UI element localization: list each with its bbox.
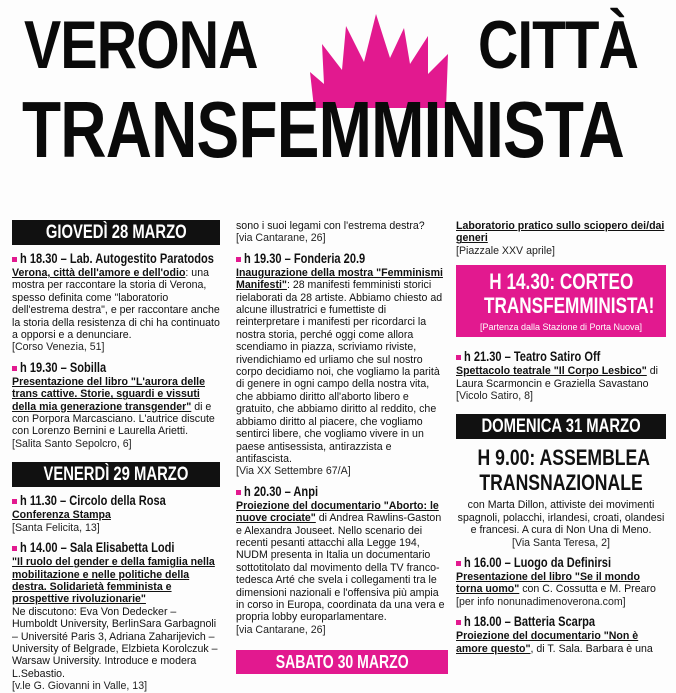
bullet-icon — [12, 499, 17, 504]
event-body: : 28 manifesti femministi storici rielaborati da 28 artiste. Abbiamo chiesto ad alcune illustratrici e fumettiste di reinterpretare i manifesti per ricordarci la nostra storia, perché oggi come allora scendiamo in piazza, scriviamo riviste, rivendichiamo ed urliamo che sul nostro corpo decidiamo noi, che vogliamo la parità di genere in ogni campo della nostra vita, che abbiamo diritto all'aborto libero e gratuito, che abbiamo diritto al reddito, che abbiamo diritto al piacere, che vogliamo sentirci libere, che vogliamo vivere in un paese antisessista, antirazzista e antifascista. — [236, 279, 443, 465]
assemblea-heading — [456, 445, 666, 495]
event-sala-lodi — [12, 540, 220, 692]
event-heading: h 11.30 – Circolo della Rosa — [20, 493, 166, 509]
corteo-line1: H 14.30: CORTEO — [488, 269, 633, 295]
event-title: Verona, città dell'amore e dell'odio — [12, 267, 186, 279]
bullet-icon — [12, 546, 17, 551]
event-heading: h 20.30 – Anpi — [244, 483, 319, 499]
bullet-icon — [12, 257, 17, 262]
event-lab-paratodos — [12, 251, 220, 354]
corteo-line2: TRANSFEMMINISTA! — [484, 293, 655, 319]
event-heading: h 16.00 – Luogo da Definirsi — [464, 555, 612, 571]
column-3 — [456, 220, 666, 655]
continued-text: sono i suoi legami con l'estrema destra? — [236, 220, 425, 232]
event-title: "Il ruolo del gender e della famiglia nella mobilitazione e nelle politiche della destra. Solidarietà femminista e prospettive rivoluzionarie" — [12, 556, 215, 606]
corteo-subtitle: [Partenza dalla Stazione di Porta Nuova] — [479, 322, 643, 333]
bullet-icon — [236, 490, 241, 495]
event-address: [Corso Venezia, 51] — [12, 341, 105, 354]
event-teatro-satiro — [456, 349, 666, 402]
event-address: [v.le G. Giovanni in Valle, 13] — [12, 680, 148, 693]
event-circolo-rosa — [12, 493, 220, 534]
title-citta: CITTÀ — [478, 7, 639, 83]
title-transfemminista: TRANSFEMMINISTA — [22, 85, 624, 174]
assemblea-body: con Marta Dillon, attiviste dei movimenti spagnoli, polacchi, irlandesi, croati, olandesi e francesi. A cura di Non Una di Meno. — [457, 499, 665, 537]
bullet-icon — [12, 366, 17, 371]
event-luogo-definirsi — [456, 555, 666, 608]
day-header-sunday: DOMENICA 31 MARZO — [456, 414, 666, 439]
event-sobilla — [12, 360, 220, 450]
bullet-icon — [456, 620, 461, 625]
event-title: Proiezione del documentario "Non è amore questo" — [456, 630, 639, 655]
title-verona: VERONA — [24, 7, 258, 83]
event-heading: h 19.30 – Fonderia 20.9 — [244, 250, 366, 266]
bullet-icon — [456, 561, 461, 566]
day-header-thursday: GIOVEDÌ 28 MARZO — [12, 220, 220, 245]
event-body: di e con Porpora Marcasciano. L'autrice discute con Lorenzo Bernini e Laurella Arietti. — [12, 400, 215, 438]
bullet-icon — [456, 355, 461, 360]
column-2 — [236, 220, 448, 674]
bullet-icon — [236, 257, 241, 262]
event-body: : una mostra per raccontare la storia di Verona, spesso definita come "laboratorio dell'estrema destra", e per raccontare anche la storia della resistenza di chi ha continuato a opporsi e a denunciare. — [12, 267, 220, 342]
column-1 — [12, 220, 220, 693]
event-address: [per info nonunadimenoverona.com] — [456, 595, 626, 608]
day-header-saturday: SABATO 30 MARZO — [236, 650, 448, 674]
corteo-banner — [456, 265, 666, 337]
assemblea-line2: TRANSNAZIONALE — [479, 470, 643, 496]
event-body: , di T. Sala. Barbara è una — [530, 642, 653, 655]
event-heading: h 21.30 – Teatro Satiro Off — [464, 349, 601, 365]
event-address: [Salita Santo Sepolcro, 6] — [12, 437, 132, 450]
event-anpi — [236, 484, 448, 636]
event-address: [via Cantarane, 26] — [236, 232, 326, 245]
event-title: Presentazione del libro "Se il mondo torna uomo" — [456, 571, 640, 596]
event-title: Spettacolo teatrale "Il Corpo Lesbico" — [456, 365, 647, 378]
event-batteria-scarpa — [456, 614, 666, 655]
assemblea-address: [Via Santa Teresa, 2] — [512, 536, 610, 549]
assemblea-line1: H 9.00: ASSEMBLEA — [477, 445, 651, 471]
event-address: [Vicolo Satiro, 8] — [456, 390, 533, 403]
event-title: Proiezione del documentario "Aborto: le nuove crociate" — [236, 499, 439, 525]
event-address: [Santa Felicita, 13] — [12, 521, 100, 534]
event-title: Presentazione del libro "L'aurora delle trans cattive. Storie, sguardi e vissuti della mia generazione transgender" — [12, 375, 205, 413]
day-header-friday: VENERDÌ 29 MARZO — [12, 462, 220, 487]
event-address: [Piazzale XXV aprile] — [456, 244, 555, 257]
event-title: Conferenza Stampa — [12, 509, 111, 522]
event-heading: h 18.00 – Batteria Scarpa — [464, 614, 596, 630]
event-heading: h 14.00 – Sala Elisabetta Lodi — [20, 540, 175, 556]
continued-title: Laboratorio pratico sullo sciopero dei/dai generi — [456, 220, 665, 245]
event-fonderia — [236, 251, 448, 478]
event-title: Inaugurazione della mostra "Femminismi Manifesti" — [236, 266, 443, 292]
event-body: Ne discutono: Eva Von Dedecker – Humboldt University, BerlinSara Garbagnoli – Université Paris 3, Adriana Zaharijevich – University of Belgrade, Elzbieta Korolczuk – Warsaw University. Introduce e modera L.Sebastio. — [12, 605, 218, 680]
event-heading: h 19.30 – Sobilla — [20, 359, 107, 375]
event-heading: h 18.30 – Lab. Autogestito Paratodos — [20, 251, 214, 266]
event-body: di Andrea Rawlins-Gaston e Alexandra Jouseet. Nello scenario dei recenti pesanti attacchi alla Legge 194, NUDM presenta in Italia un documentario sottotitolato dal movimento della TV franco-tedesca Arté che svela i collegamenti tra le dimensioni nazionali e l'offensiva più ampia in corso in Europa, coordinata da una vera e propria lobby europarlamentare. — [236, 512, 445, 624]
event-address: [via Cantarane, 26] — [236, 623, 326, 636]
event-body: di Laura Scarmoncin e Graziella Savastano — [456, 365, 658, 390]
event-body: con C. Cossutta e M. Prearo — [519, 583, 656, 596]
event-address: [Via XX Settembre 67/A] — [236, 465, 351, 478]
